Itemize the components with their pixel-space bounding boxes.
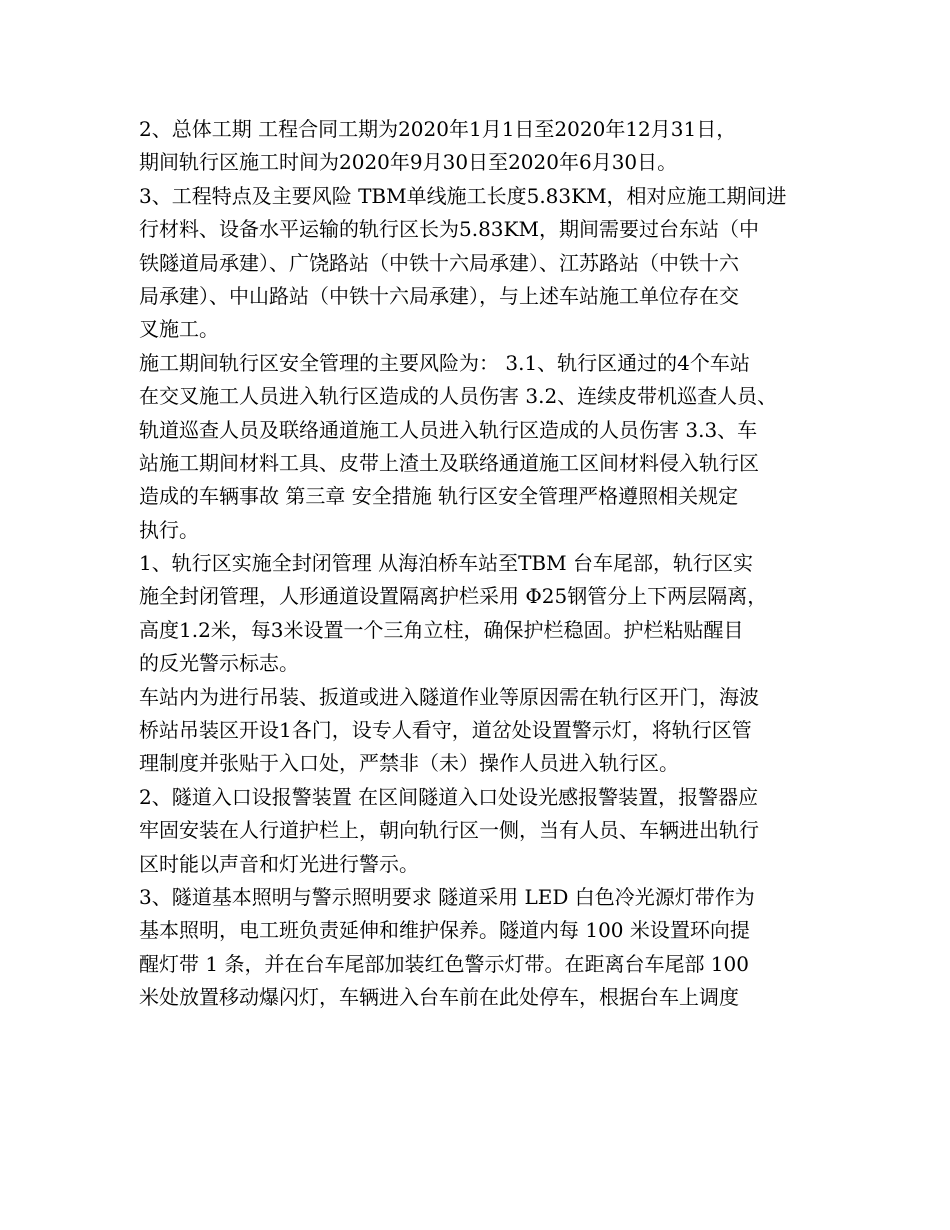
text-line: 施全封闭管理，人形通道设置隔离护栏采用 Φ25钢管分上下两层隔离， xyxy=(139,584,768,609)
text-line: 局承建）、中山路站（中铁十六局承建），与上述车站施工单位存在交 xyxy=(139,283,739,308)
text-line: 叉施工。 xyxy=(139,317,219,342)
text-line: 期间轨行区施工时间为2020年9月30日至2020年6月30日。 xyxy=(139,150,678,175)
text-line: 牢固安装在人行道护栏上，朝向轨行区一侧，当有人员、车辆进出轨行 xyxy=(139,818,759,843)
text-line: 高度1.2米，每3米设置一个三角立柱，确保护栏稳固。护栏粘贴醒目 xyxy=(139,617,744,642)
text-line: 桥站吊装区开设1各门，设专人看守，道岔处设置警示灯，将轨行区管 xyxy=(139,718,752,743)
text-line: 区时能以声音和灯光进行警示。 xyxy=(139,851,419,876)
text-line: 理制度并张贴于入口处，严禁非（未）操作人员进入轨行区。 xyxy=(139,751,679,776)
text-line: 在交叉施工人员进入轨行区造成的人员伤害 3.2、连续皮带机巡查人员、 xyxy=(139,384,778,409)
text-line: 1、轨行区实施全封闭管理 从海泊桥车站至TBM 台车尾部，轨行区实 xyxy=(139,551,753,576)
text-line: 行材料、设备水平运输的轨行区长为5.83KM，期间需要过台东站（中 xyxy=(139,217,759,242)
document-body xyxy=(139,113,829,1015)
text-line: 施工期间轨行区安全管理的主要风险为： 3.1、轨行区通过的4个车站 xyxy=(139,350,750,375)
text-line: 米处放置移动爆闪灯，车辆进入台车前在此处停车，根据台车上调度 xyxy=(139,985,739,1010)
text-line: 轨道巡查人员及联络通道施工人员进入轨行区造成的人员伤害 3.3、车 xyxy=(139,417,758,442)
text-line: 3、工程特点及主要风险 TBM单线施工长度5.83KM，相对应施工期间进 xyxy=(139,183,787,208)
text-line: 铁隧道局承建）、广饶路站（中铁十六局承建）、江苏路站（中铁十六 xyxy=(139,250,739,275)
text-line: 造成的车辆事故 第三章 安全措施 轨行区安全管理严格遵照相关规定 xyxy=(139,484,739,509)
text-line: 车站内为进行吊装、扳道或进入隧道作业等原因需在轨行区开门，海波 xyxy=(139,684,759,709)
text-line: 2、隧道入口设报警装置 在区间隧道入口处设光感报警装置，报警器应 xyxy=(139,784,759,809)
text-line: 的反光警示标志。 xyxy=(139,651,299,676)
text-line: 站施工期间材料工具、皮带上渣土及联络通道施工区间材料侵入轨行区 xyxy=(139,450,759,475)
text-line: 3、隧道基本照明与警示照明要求 隧道采用 LED 白色冷光源灯带作为 xyxy=(139,884,755,909)
text-line: 执行。 xyxy=(139,517,199,542)
text-line: 2、总体工期 工程合同工期为2020年1月1日至2020年12月31日， xyxy=(139,117,737,141)
text-line: 醒灯带 1 条，并在台车尾部加装红色警示灯带。在距离台车尾部 100 xyxy=(139,951,749,976)
text-line: 基本照明，电工班负责延伸和维护保养。隧道内每 100 米设置环向提 xyxy=(139,918,750,943)
